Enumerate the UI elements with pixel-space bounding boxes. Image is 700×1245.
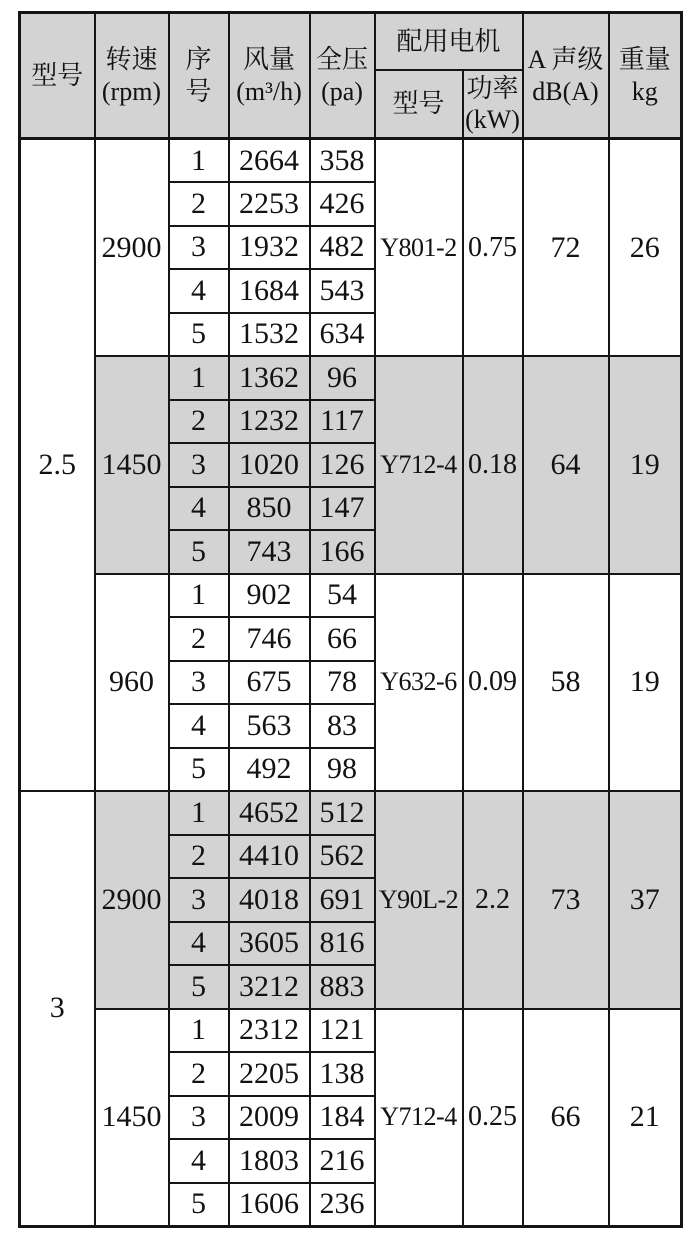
airflow-cell: 3212 — [229, 965, 310, 1009]
airflow-cell: 1532 — [229, 313, 310, 357]
seq-cell: 1 — [169, 139, 229, 183]
pressure-cell: 236 — [310, 1183, 375, 1227]
header-weight-l2: kg — [631, 76, 658, 106]
speed-cell: 2900 — [95, 139, 169, 357]
noise-cell: 66 — [523, 1009, 609, 1227]
header-speed-l1: 转速 — [105, 45, 158, 75]
seq-cell: 5 — [169, 748, 229, 792]
header-seq-l1: 序 — [185, 45, 212, 75]
airflow-cell: 1606 — [229, 1183, 310, 1227]
pressure-cell: 816 — [310, 922, 375, 966]
pressure-cell: 83 — [310, 704, 375, 748]
power-cell: 2.2 — [463, 791, 523, 1009]
airflow-cell: 1932 — [229, 226, 310, 270]
pressure-cell: 358 — [310, 139, 375, 183]
seq-cell: 3 — [169, 1096, 229, 1140]
header-motor-group: 配用电机 — [375, 13, 523, 70]
pressure-cell: 512 — [310, 791, 375, 835]
seq-cell: 2 — [169, 835, 229, 879]
spec-row — [20, 356, 682, 400]
noise-cell: 73 — [523, 791, 609, 1009]
seq-cell: 5 — [169, 530, 229, 574]
seq-cell: 3 — [169, 661, 229, 705]
motor-model-cell: Y632-6 — [375, 574, 463, 792]
header-model-label: 型号 — [31, 60, 84, 90]
pressure-cell: 184 — [310, 1096, 375, 1140]
seq-cell: 5 — [169, 313, 229, 357]
motor-model-cell: Y801-2 — [375, 139, 463, 357]
seq-cell: 4 — [169, 1139, 229, 1183]
airflow-cell: 850 — [229, 487, 310, 531]
speed-cell: 2900 — [95, 791, 169, 1009]
header-weight-l1: 重量 — [618, 45, 671, 75]
pressure-cell: 126 — [310, 443, 375, 487]
speed-cell: 1450 — [95, 356, 169, 574]
seq-cell: 5 — [169, 1183, 229, 1227]
pressure-cell: 426 — [310, 182, 375, 226]
seq-cell: 2 — [169, 400, 229, 444]
pressure-cell: 562 — [310, 835, 375, 879]
weight-cell: 19 — [609, 356, 682, 574]
motor-model-cell: Y712-4 — [375, 356, 463, 574]
header-weight — [609, 13, 682, 139]
header-seq-l2: 号 — [185, 76, 212, 106]
spec-row — [20, 1009, 682, 1053]
airflow-cell: 492 — [229, 748, 310, 792]
airflow-cell: 563 — [229, 704, 310, 748]
power-cell: 0.09 — [463, 574, 523, 792]
pressure-cell: 482 — [310, 226, 375, 270]
airflow-cell: 1232 — [229, 400, 310, 444]
header-noise-l2: dB(A) — [532, 76, 599, 106]
pressure-cell: 543 — [310, 269, 375, 313]
seq-cell: 2 — [169, 182, 229, 226]
model-group-cell: 2.5 — [20, 139, 95, 792]
header-seq — [169, 13, 229, 139]
spec-row — [20, 791, 682, 835]
model-group-cell: 3 — [20, 791, 95, 1226]
power-cell: 0.18 — [463, 356, 523, 574]
seq-cell: 3 — [169, 878, 229, 922]
header-airflow-l2: (m³/h) — [236, 76, 302, 106]
speed-cell: 1450 — [95, 1009, 169, 1227]
pressure-cell: 166 — [310, 530, 375, 574]
noise-cell: 64 — [523, 356, 609, 574]
airflow-cell: 4018 — [229, 878, 310, 922]
pressure-cell: 117 — [310, 400, 375, 444]
header-speed-l2: (rpm) — [101, 76, 162, 106]
seq-cell: 2 — [169, 617, 229, 661]
header-airflow — [229, 13, 310, 139]
pressure-cell: 66 — [310, 617, 375, 661]
header-power-l1: 功率 — [466, 73, 519, 103]
seq-cell: 1 — [169, 1009, 229, 1053]
seq-cell: 4 — [169, 704, 229, 748]
weight-cell: 19 — [609, 574, 682, 792]
header-motor-model: 型号 — [375, 70, 463, 139]
airflow-cell: 1803 — [229, 1139, 310, 1183]
pressure-cell: 121 — [310, 1009, 375, 1053]
fan-spec-table — [18, 11, 683, 1228]
seq-cell: 1 — [169, 791, 229, 835]
power-cell: 0.75 — [463, 139, 523, 357]
weight-cell: 21 — [609, 1009, 682, 1227]
airflow-cell: 902 — [229, 574, 310, 618]
pressure-cell: 78 — [310, 661, 375, 705]
header-power-l2: (kW) — [465, 104, 520, 134]
weight-cell: 26 — [609, 139, 682, 357]
seq-cell: 2 — [169, 1052, 229, 1096]
airflow-cell: 3605 — [229, 922, 310, 966]
header-row-1 — [20, 13, 682, 70]
airflow-cell: 1020 — [229, 443, 310, 487]
airflow-cell: 4410 — [229, 835, 310, 879]
table-body — [20, 139, 682, 1227]
seq-cell: 4 — [169, 487, 229, 531]
header-noise — [523, 13, 609, 139]
noise-cell: 72 — [523, 139, 609, 357]
header-pressure — [310, 13, 375, 139]
table-header — [20, 13, 682, 139]
seq-cell: 4 — [169, 269, 229, 313]
airflow-cell: 4652 — [229, 791, 310, 835]
pressure-cell: 691 — [310, 878, 375, 922]
power-cell: 0.25 — [463, 1009, 523, 1227]
pressure-cell: 147 — [310, 487, 375, 531]
spec-row — [20, 574, 682, 618]
speed-cell: 960 — [95, 574, 169, 792]
header-airflow-l1: 风量 — [242, 45, 295, 75]
airflow-cell: 2253 — [229, 182, 310, 226]
weight-cell: 37 — [609, 791, 682, 1009]
airflow-cell: 746 — [229, 617, 310, 661]
pressure-cell: 883 — [310, 965, 375, 1009]
pressure-cell: 138 — [310, 1052, 375, 1096]
header-pressure-l1: 全压 — [315, 45, 368, 75]
seq-cell: 1 — [169, 574, 229, 618]
airflow-cell: 2664 — [229, 139, 310, 183]
airflow-cell: 2009 — [229, 1096, 310, 1140]
airflow-cell: 1362 — [229, 356, 310, 400]
pressure-cell: 216 — [310, 1139, 375, 1183]
header-pressure-l2: (pa) — [321, 76, 363, 106]
seq-cell: 1 — [169, 356, 229, 400]
seq-cell: 3 — [169, 226, 229, 270]
airflow-cell: 675 — [229, 661, 310, 705]
motor-model-cell: Y712-4 — [375, 1009, 463, 1227]
header-model — [20, 13, 95, 139]
seq-cell: 4 — [169, 922, 229, 966]
seq-cell: 3 — [169, 443, 229, 487]
spec-row — [20, 139, 682, 183]
motor-model-cell: Y90L-2 — [375, 791, 463, 1009]
pressure-cell: 54 — [310, 574, 375, 618]
seq-cell: 5 — [169, 965, 229, 1009]
header-power — [463, 70, 523, 139]
pressure-cell: 96 — [310, 356, 375, 400]
airflow-cell: 2312 — [229, 1009, 310, 1053]
pressure-cell: 634 — [310, 313, 375, 357]
header-noise-l1: A 声级 — [527, 45, 604, 75]
airflow-cell: 743 — [229, 530, 310, 574]
header-speed — [95, 13, 169, 139]
pressure-cell: 98 — [310, 748, 375, 792]
airflow-cell: 2205 — [229, 1052, 310, 1096]
airflow-cell: 1684 — [229, 269, 310, 313]
noise-cell: 58 — [523, 574, 609, 792]
